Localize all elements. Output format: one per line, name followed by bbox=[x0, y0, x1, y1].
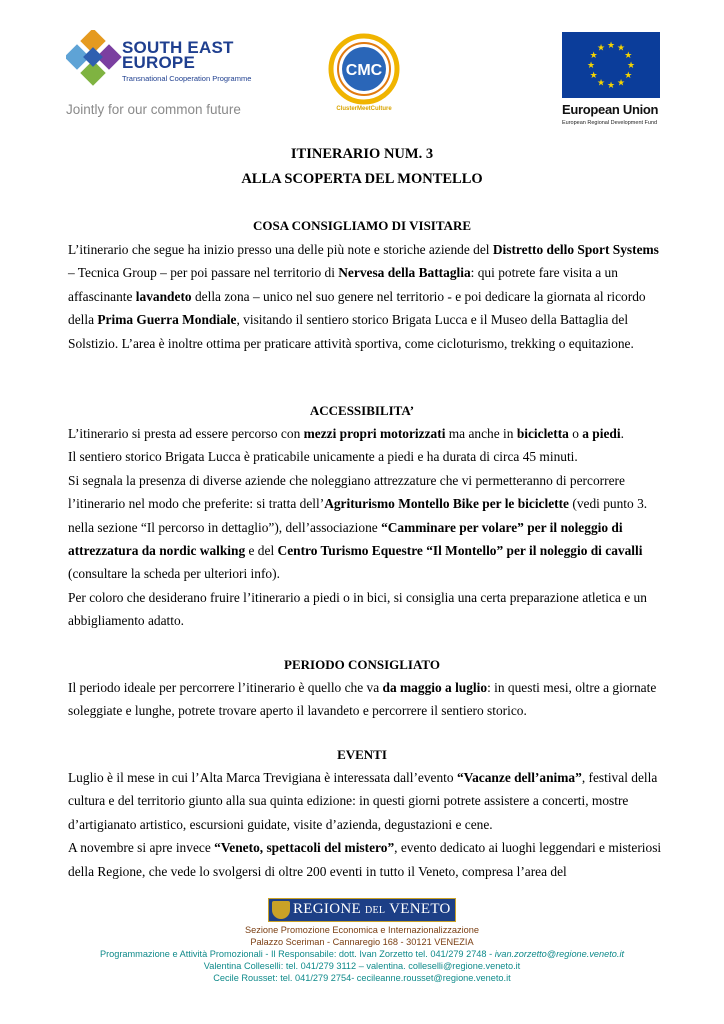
text-span: (vedi punto 3. nella sezione “Il percorso in dettaglio”), dell’associazione bbox=[68, 496, 648, 535]
bold-span: Nervesa della Battaglia bbox=[338, 265, 471, 281]
eu-star-icon: ★ bbox=[606, 80, 616, 90]
eu-star-icon: ★ bbox=[586, 60, 596, 70]
eu-star-icon: ★ bbox=[606, 40, 616, 50]
text-span: , festival della cultura e del territorio giunto alla sua quinta edizione: in questi giorni potrete assistere a concerti, mostre d’artigianato artistico, escursioni guidate, visite d’azienda, degustazioni e cene. bbox=[68, 770, 658, 832]
lion-shield-icon bbox=[272, 901, 290, 919]
text-span: . bbox=[620, 426, 624, 441]
text-span: (consultare la scheda per ulteriori info). bbox=[68, 566, 280, 582]
bold-span: a piedi bbox=[582, 426, 621, 441]
paragraph-visitare bbox=[68, 238, 668, 355]
paragraph-accessibilita bbox=[68, 422, 668, 633]
text-span: L’itinerario che segue ha inizio presso una delle più note e storiche aziende del bbox=[68, 242, 493, 257]
bold-span: Distretto dello Sport Systems bbox=[492, 242, 659, 257]
eu-star-icon: ★ bbox=[589, 50, 598, 60]
footer-contact-3: Cecile Rousset: tel. 041/279 2754- cecileanne.rousset@regione.veneto.it bbox=[213, 973, 511, 983]
regione-veneto-text bbox=[293, 901, 451, 918]
see-title-line1: SOUTH EAST bbox=[122, 38, 234, 57]
text-span: ma anche in bbox=[445, 426, 517, 441]
eu-fund: European Regional Development Fund bbox=[562, 120, 658, 126]
text-span: della zona – unico nel suo genere nel territorio - e poi dedicare la giornata al ricordo della bbox=[68, 288, 646, 328]
text-span: , evento dedicato ai luoghi leggendari e misteriosi della Regione, che vede lo svolgersi di oltre 200 eventi in tutto il Veneto, compresa l’area del bbox=[68, 840, 662, 879]
eu-star-icon: ★ bbox=[626, 60, 636, 70]
text-span: o bbox=[568, 426, 583, 441]
eu-star-icon: ★ bbox=[624, 50, 633, 60]
regione-veneto-word: VENETO bbox=[389, 901, 451, 917]
see-programme-logo bbox=[66, 30, 256, 134]
text-span: Si segnala la presenza di diverse aziende che noleggiano attrezzature che vi permetteranno di percorrere l’itinerario nel modo che preferite: si tratta dell’ bbox=[68, 472, 625, 512]
bold-span: da maggio a luglio bbox=[382, 680, 488, 695]
eu-flag-icon bbox=[562, 32, 660, 98]
email-link[interactable]: ivan.zorzetto@regione.veneto.it bbox=[494, 949, 625, 959]
see-tagline: Jointly for our common future bbox=[66, 102, 241, 117]
eu-star-icon: ★ bbox=[596, 77, 606, 88]
bold-span: “Camminare per volare” per il noleggio di attrezzatura da nordic walking bbox=[68, 519, 623, 559]
cmc-mark: CMC bbox=[345, 62, 383, 79]
text-span: , visitando il sentiero storico Brigata Lucca e il Museo della Battaglia del Solstizio. L’area è inoltre ottima per praticare attività sportiva, come cicloturismo, trekking o equitazione. bbox=[68, 312, 634, 351]
see-subtitle: Transnational Cooperation Programme bbox=[122, 74, 252, 83]
bold-span: lavandeto bbox=[135, 288, 192, 304]
see-title-line2: EUROPE bbox=[122, 53, 195, 72]
eu-star-icon: ★ bbox=[624, 70, 633, 80]
document-title-line2: ALLA SCOPERTA DEL MONTELLO bbox=[241, 171, 483, 187]
bold-span: bicicletta bbox=[516, 426, 569, 441]
bold-span: “Vacanze dell’anima” bbox=[456, 770, 582, 785]
see-title bbox=[122, 40, 234, 70]
text-span: : qui potrete fare visita a un affascinante bbox=[68, 265, 618, 304]
text-span: : in questi mesi, oltre a giornate soleggiate e lunghe, potrete trovare aperto il lavandeto e percorrere il sentiero storico. bbox=[68, 680, 657, 719]
document-title-line1: ITINERARIO NUM. 3 bbox=[290, 146, 434, 162]
text-span: A novembre si apre invece bbox=[68, 840, 215, 856]
cmc-circle-icon bbox=[326, 32, 402, 106]
page-header bbox=[0, 22, 724, 132]
eu-star-icon: ★ bbox=[616, 77, 626, 88]
eu-logo bbox=[562, 32, 662, 132]
text-span: Programmazione e Attività Promozionali - Il Responsabile: dott. Ivan Zorzetto tel. 041/279 2748 - bbox=[99, 949, 495, 959]
text-span: e del bbox=[245, 543, 278, 559]
bold-span: “Veneto, spettacoli del mistero” bbox=[214, 840, 395, 856]
text-span: L’itinerario si presta ad essere percorso con bbox=[68, 426, 304, 441]
eventi-line-1 bbox=[68, 766, 668, 836]
eu-name: European Union bbox=[562, 102, 659, 117]
cmc-logo bbox=[326, 32, 402, 116]
bold-span: Prima Guerra Mondiale bbox=[97, 312, 237, 328]
eu-star-icon: ★ bbox=[596, 42, 606, 53]
section-heading-visitare: COSA CONSIGLIAMO DI VISITARE bbox=[252, 218, 472, 233]
cmc-caption: ClusterMeetCulture bbox=[336, 106, 392, 112]
footer-contact-1 bbox=[0, 949, 724, 959]
footer-address: Palazzo Sceriman - Cannaregio 168 - 30121 VENEZIA bbox=[250, 937, 474, 947]
footer-office: Sezione Promozione Economica e Internazionalizzazione bbox=[245, 925, 479, 935]
bold-span: Centro Turismo Equestre “Il Montello” per il noleggio di cavalli bbox=[277, 543, 643, 559]
bold-span: Agriturismo Montello Bike per le biciclette bbox=[324, 496, 570, 512]
section-heading-periodo: PERIODO CONSIGLIATO bbox=[284, 657, 440, 672]
regione-del-word: DEL bbox=[365, 905, 386, 916]
section-heading-accessibilita: ACCESSIBILITA’ bbox=[309, 403, 415, 418]
text-span: Luglio è il mese in cui l’Alta Marca Trevigiana è interessata dall’evento bbox=[68, 770, 457, 785]
accessibilita-line-3 bbox=[68, 469, 668, 586]
regione-word: REGIONE bbox=[293, 901, 361, 917]
section-heading-eventi: EVENTI bbox=[337, 747, 387, 762]
text-span: – Tecnica Group – per poi passare nel territorio di bbox=[68, 265, 339, 281]
accessibilita-line-2: Il sentiero storico Brigata Lucca è praticabile unicamente a piedi e ha durata di circa 45 minuti. bbox=[68, 449, 578, 465]
eu-star-icon: ★ bbox=[616, 42, 626, 53]
text-span: Il periodo ideale per percorrere l’itinerario è quello che va bbox=[68, 680, 383, 695]
see-star-icon bbox=[66, 30, 122, 86]
bold-span: mezzi propri motorizzati bbox=[303, 426, 446, 441]
paragraph-eventi bbox=[68, 766, 668, 883]
regione-veneto-logo bbox=[268, 898, 456, 922]
accessibilita-line-4: Per coloro che desiderano fruire l’itinerario a piedi o in bici, si consiglia una certa preparazione atletica e un abbigliamento adatto. bbox=[68, 589, 647, 629]
accessibilita-line-1 bbox=[68, 422, 668, 445]
eu-star-icon: ★ bbox=[589, 70, 598, 80]
footer-contact-2: Valentina Colleselli: tel. 041/279 3112 – valentina. colleselli@regione.veneto.it bbox=[203, 961, 521, 971]
eventi-line-2 bbox=[68, 836, 668, 883]
paragraph-periodo bbox=[68, 676, 668, 723]
